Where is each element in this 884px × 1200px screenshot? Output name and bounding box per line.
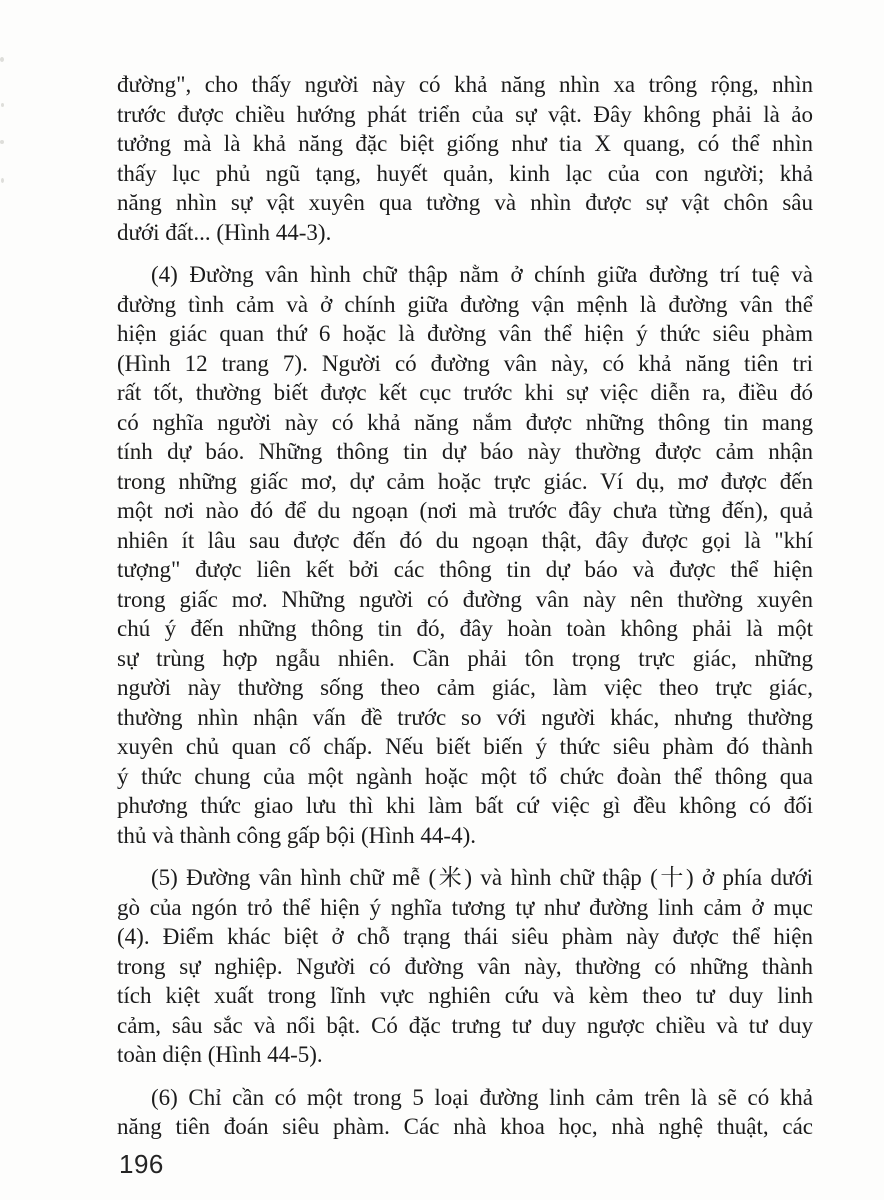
text-line: (5) Đường vân hình chữ mễ (米) và hình chữ thập (十) ở phía dưới (151, 865, 813, 890)
text-line: đường tình cảm và ở chính giữa đường vận mệnh là đường vân thể (117, 291, 813, 317)
text-line: gò của ngón trỏ thể hiện ý nghĩa tương tự như đường linh cảm ở mục (117, 894, 813, 920)
text-line: trong giấc mơ. Những người có đường vân này nên thường xuyên (117, 586, 813, 612)
text-line: tưởng mà là khả năng đặc biệt giống như tia X quang, có thể nhìn (117, 131, 813, 156)
text-line: tính dự báo. Những thông tin dự báo này thường được cảm nhận (117, 439, 813, 464)
text-line: hiện giác quan thứ 6 hoặc là đường vân thể hiện ý thức siêu phàm (117, 321, 813, 346)
text-line: năng nhìn sự vật xuyên qua tường và nhìn được sự vật chôn sâu (117, 190, 813, 215)
text-line: thủ và thành công gấp bội (Hình 44-4). (117, 822, 476, 848)
text-line: (4) Đường vân hình chữ thập nằm ở chính giữa đường trí tuệ và (151, 262, 813, 287)
text-line: tượng" được liên kết bởi các thông tin dự báo và được thể hiện (117, 557, 813, 582)
text-line: (Hình 12 trang 7). Người có đường vân này, có khả năng tiên tri (117, 350, 813, 376)
page-number: 196 (119, 1149, 164, 1179)
text-line: trong sự nghiệp. Người có đường vân này, thường có những thành (117, 953, 813, 979)
text-line: có nghĩa người này có khả năng nắm được những thông tin mang (117, 409, 813, 435)
text-line: sự trùng hợp ngẫu nhiên. Cần phải tôn trọng trực giác, những (117, 645, 813, 671)
paragraph-5 (117, 863, 813, 1070)
scan-artifact (1, 178, 4, 183)
text-line: đường", cho thấy người này có khả năng nhìn xa trông rộng, nhìn (117, 72, 813, 97)
text-line: một nơi nào đó để du ngoạn (nơi mà trước đây chưa từng đến), quả (117, 498, 813, 523)
text-line: người này thường sống theo cảm giác, làm việc theo trực giác, (117, 675, 813, 700)
text-line: ý thức chung của một ngành hoặc một tổ chức đoàn thể thông qua (117, 763, 813, 789)
text-line: trong những giấc mơ, dự cảm hoặc trực giác. Ví dụ, mơ được đến (117, 468, 813, 494)
text-line: tích kiệt xuất trong lĩnh vực nghiên cứu và kèm theo tư duy linh (117, 983, 813, 1008)
text-line: cảm, sâu sắc và nổi bật. Có đặc trưng tư duy ngược chiều và tư duy (117, 1012, 813, 1038)
text-line: năng tiên đoán siêu phàm. Các nhà khoa học, nhà nghệ thuật, các (117, 1114, 813, 1139)
paragraph-6 (117, 1083, 813, 1142)
text-line: thấy lục phủ ngũ tạng, huyết quản, kinh lạc của con người; khả (117, 160, 813, 186)
text-line: xuyên chủ quan cố chấp. Nếu biết biến ý thức siêu phàm đó thành (117, 734, 813, 759)
text-line: nhiên ít lâu sau được đến đó du ngoạn thật, đây được gọi là "khí (117, 527, 813, 553)
text-line: chú ý đến những thông tin đó, đây hoàn toàn không phải là một (117, 616, 813, 641)
text-line: trước được chiều hướng phát triển của sự vật. Đây không phải là ảo (117, 101, 813, 127)
paragraph-continuation (117, 70, 813, 247)
scan-artifact (0, 140, 4, 144)
text-block (117, 70, 813, 1155)
text-line: thường nhìn nhận vấn đề trước so với người khác, nhưng thường (117, 704, 813, 730)
text-line: rất tốt, thường biết được kết cục trước khi sự việc diễn ra, điều đó (117, 380, 813, 405)
scan-artifact (1, 103, 4, 107)
paragraph-4 (117, 260, 813, 850)
scan-artifact (0, 57, 4, 62)
text-line: (4). Điểm khác biệt ở chỗ trạng thái siêu phàm này được thể hiện (117, 924, 813, 949)
text-line: toàn diện (Hình 44-5). (117, 1042, 323, 1067)
text-line: (6) Chỉ cần có một trong 5 loại đường linh cảm trên là sẽ có khả (151, 1084, 813, 1110)
text-line: phương thức giao lưu thì khi làm bất cứ việc gì đều không có đối (117, 793, 813, 818)
text-line: dưới đất... (Hình 44-3). (117, 219, 332, 245)
